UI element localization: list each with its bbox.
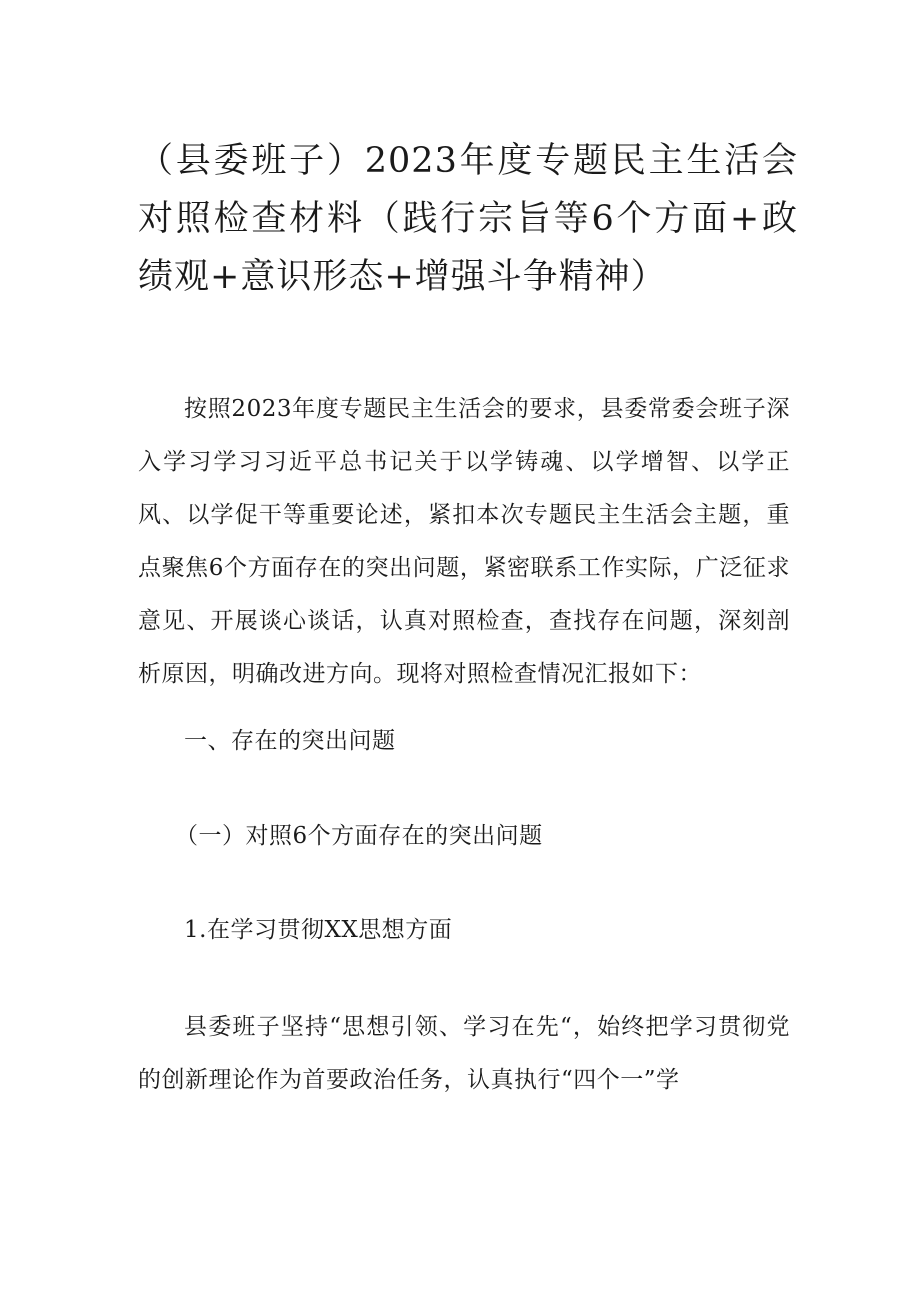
intro-paragraph: 按照2023年度专题民主生活会的要求，县委常委会班子深入学习学习习近平总书记关于以学铸魂、以学增智、以学正风、以学促干等重要论述，紧扣本次专题民主生活会主题，重点聚焦6个方面存在的突出问题，紧密联系工作实际，广泛征求意见、开展谈心谈话，认真对照检查，查找存在问题，深刻剖析原因，明确改进方向。现将对照检查情况汇报如下： (138, 396, 790, 687)
item-heading: 1.在学习贯彻XX思想方面 (184, 917, 453, 943)
body-paragraph: 县委班子坚持“思想引领、学习在先“，始终把学习贯彻党的创新理论作为首要政治任务，认真执行“四个一”学 (138, 1014, 790, 1093)
document-title: （县委班子）2023年度专题民主生活会对照检查材料（践行宗旨等6个方面+政绩观+意识形态+增强斗争精神） (138, 141, 798, 297)
section-heading: 一、存在的突出问题 (184, 728, 396, 754)
subsection-heading: （一）对照6个方面存在的突出问题 (175, 823, 543, 849)
